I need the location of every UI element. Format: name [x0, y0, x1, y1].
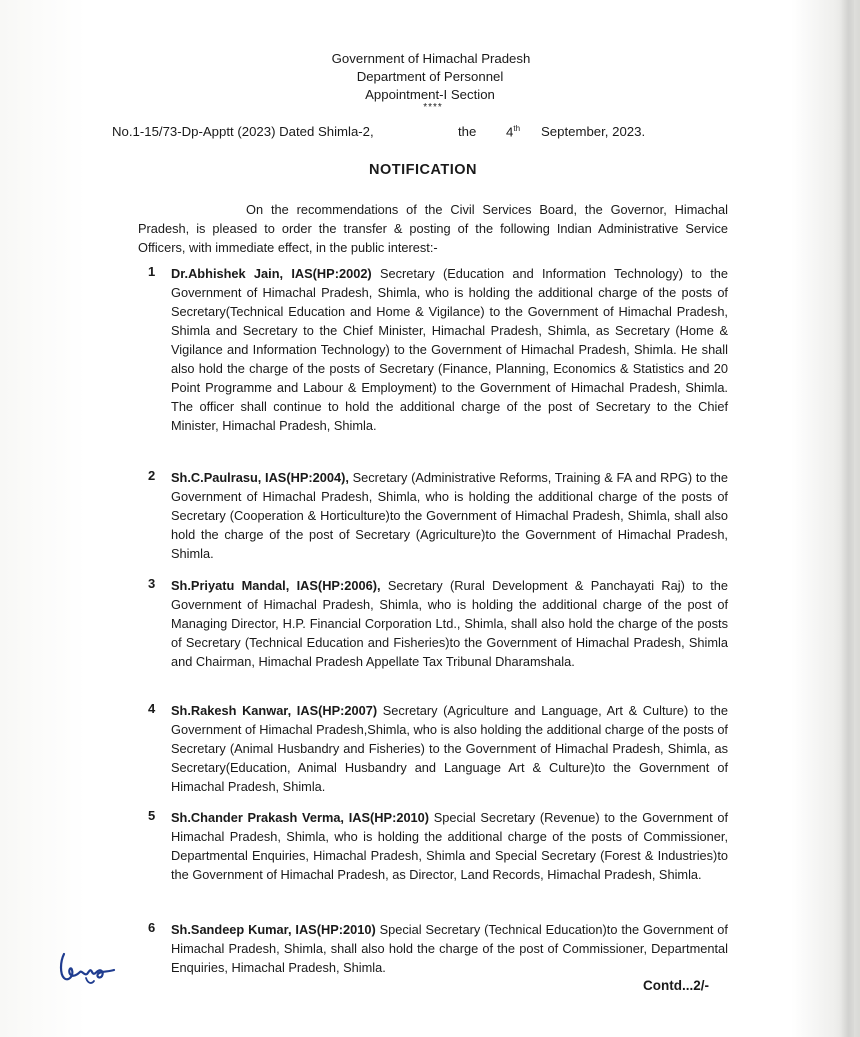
- item-number: 3: [148, 576, 156, 591]
- notification-title: NOTIFICATION: [368, 162, 478, 178]
- officer-name: Sh.Chander Prakash Verma, IAS(HP:2010): [171, 810, 430, 825]
- officer-posting: Secretary (Education and Information Technology) to the Government of Himachal Pradesh, Shimla, who is holding the additional charge of the posts of Secretary(Technical Education and Home & Vigilance) to the Government of Himachal Pradesh, Shimla and Secretary to the Chief Minister, Himachal Pradesh, Shimla, as Secretary (Home & Vigilance and Information Technology) to the Government of Himachal Pradesh, Shimla. He shall also hold the charge of the posts of Secretary (Finance, Planning, Economics & Statistics and 20 Point Programme and Labour & Employment) to the Government of Himachal Pradesh, Shimla. The officer shall continue to hold the additional charge of the post of Secretary to the Chief Minister, Himachal Pradesh, Shimla.: [171, 266, 728, 433]
- continued-marker: Contd...2/-: [643, 978, 709, 993]
- letterhead: [0, 50, 860, 112]
- item-text: [171, 264, 728, 435]
- section-name: Appointment-I Section: [365, 87, 495, 102]
- signature-initials: [56, 948, 118, 988]
- day-suffix: th: [513, 124, 521, 133]
- department-name: Department of Personnel: [356, 69, 504, 84]
- item-number: 6: [148, 920, 156, 935]
- reference-day: 4th: [506, 124, 521, 140]
- item-number: 5: [148, 808, 156, 823]
- government-name: Government of Himachal Pradesh: [331, 51, 531, 66]
- item-text: [171, 920, 728, 977]
- header-stars: ****: [423, 102, 443, 113]
- item-number: 1: [148, 264, 156, 279]
- officer-name: Sh.Priyatu Mandal, IAS(HP:2006),: [171, 578, 381, 593]
- reference-month-year: September, 2023.: [541, 124, 646, 139]
- page-edge-shadow: [840, 0, 854, 1037]
- officer-posting: Secretary (Agriculture and Language, Art & Culture) to the Government of Himachal Pradesh,Shimla, who is also holding the additional charge of the posts of Secretary (Animal Husbandry and Fisheries) to the Government of Himachal Pradesh, Shimla, as Secretary(Education, Animal Husbandry and Language Art & Culture)to the Government of Himachal Pradesh, Shimla.: [171, 703, 728, 794]
- intro-paragraph: On the recommendations of the Civil Services Board, the Governor, Himachal Pradesh, is pleased to order the transfer & posting of the following Indian Administrative Service Officers, with immediate effect, in the public interest:-: [138, 202, 728, 255]
- officer-posting: Secretary (Rural Development & Panchayati Raj) to the Government of Himachal Pradesh, Shimla, who is holding the additional charge of the post of Managing Director, H.P. Financial Corporation Ltd., Shimla, shall also hold the charge of the posts of Secretary (Technical Education and Fisheries)to the Government of Himachal Pradesh, Shimla and Chairman, Himachal Pradesh Appellate Tax Tribunal Dharamshala.: [171, 578, 728, 669]
- item-text: [171, 468, 728, 563]
- officer-posting: Secretary (Administrative Reforms, Training & FA and RPG) to the Government of Himachal Pradesh, Shimla, who is holding the additional charge of the posts of Secretary (Cooperation & Horticulture)to the Government of Himachal Pradesh, Shimla, shall also hold the charge of the post of Secretary (Agriculture)to the Government of Himachal Pradesh, Shimla.: [171, 470, 728, 561]
- item-text: [171, 701, 728, 796]
- officer-name: Sh.Sandeep Kumar, IAS(HP:2010): [171, 922, 376, 937]
- officer-posting: Special Secretary (Technical Education)to the Government of Himachal Pradesh, Shimla, shall also hold the charge of the post of Commissioner, Departmental Enquiries, Himachal Pradesh, Shimla.: [171, 922, 728, 975]
- item-number: 4: [148, 701, 156, 716]
- officer-name: Sh.Rakesh Kanwar, IAS(HP:2007): [171, 703, 378, 718]
- officer-name: Dr.Abhishek Jain, IAS(HP:2002): [171, 266, 372, 281]
- officer-name: Sh.C.Paulrasu, IAS(HP:2004),: [171, 470, 349, 485]
- reference-the: the: [458, 124, 477, 139]
- item-number: 2: [148, 468, 156, 483]
- officer-posting: Special Secretary (Revenue) to the Government of Himachal Pradesh, Shimla, who is holding the additional charge of the posts of Commissioner, Departmental Enquiries, Himachal Pradesh, Shimla and Special Secretary (Forest & Industries)to the Government of Himachal Pradesh, as Director, Land Records, Himachal Pradesh, Shimla.: [171, 810, 728, 882]
- reference-number: No.1-15/73-Dp-Apptt (2023) Dated Shimla-2,: [112, 124, 374, 139]
- item-text: [171, 808, 728, 884]
- item-text: [171, 576, 728, 671]
